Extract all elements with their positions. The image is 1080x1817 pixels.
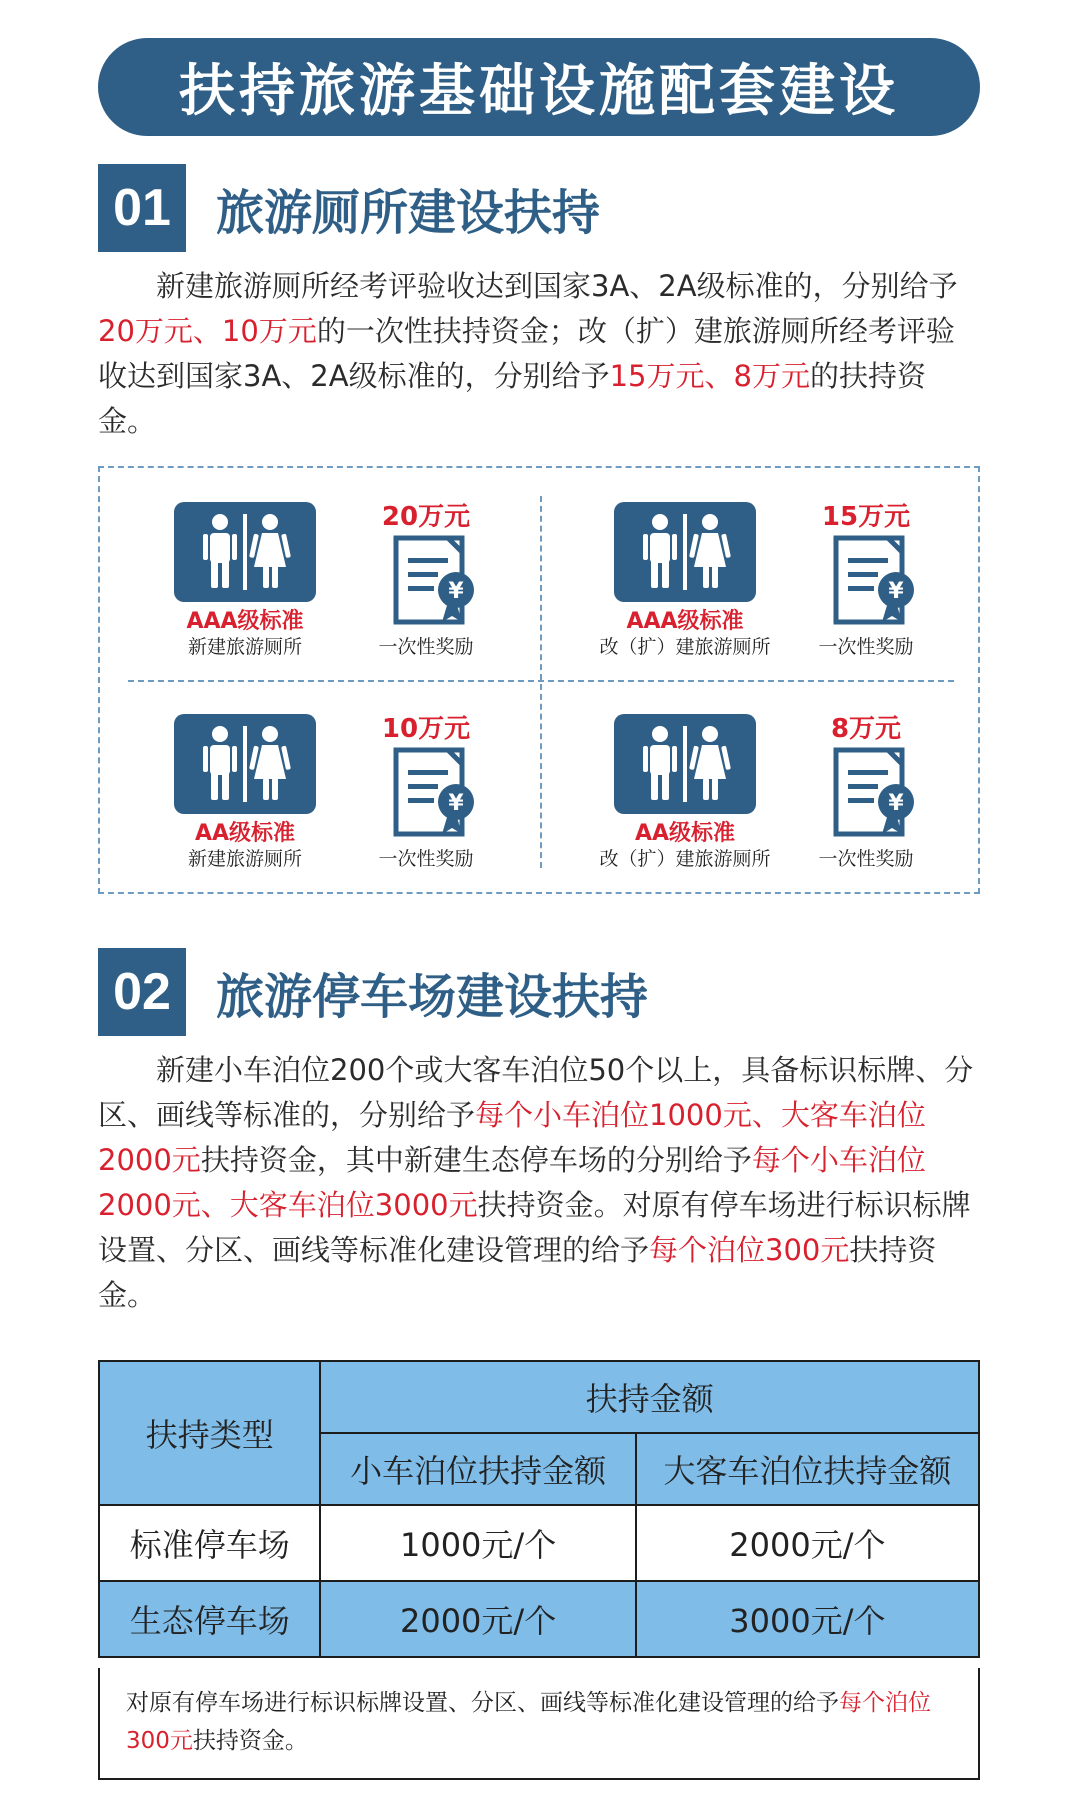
highlight-amount: 每个泊位300元 (649, 1233, 850, 1267)
card-reward: 一次性奖励 (378, 848, 474, 870)
table-note (98, 1668, 980, 1780)
table-header-small-car: 小车泊位扶持金额 (320, 1433, 635, 1505)
restroom-sign-icon (174, 714, 316, 814)
card-standard: AAA级标准 (186, 609, 304, 634)
row-small-amount: 1000元/个 (320, 1505, 635, 1581)
section1-number: 01 (98, 164, 186, 252)
card-standard: AAA级标准 (626, 609, 744, 634)
row-small-amount: 2000元/个 (320, 1581, 635, 1657)
table-header-type: 扶持类型 (99, 1361, 320, 1505)
section1-header (98, 164, 600, 252)
section2-number: 02 (98, 948, 186, 1036)
toilet-card (100, 468, 540, 680)
certificate-yuan-icon (390, 744, 486, 844)
paragraph-text: 的扶持资金。 (98, 359, 926, 438)
toilet-card (100, 680, 540, 892)
card-type: 改（扩）建旅游厕所 (599, 636, 771, 658)
highlight-amount: 20万元、10万元 (98, 314, 317, 348)
card-amount: 10万元 (381, 714, 471, 744)
table-row (99, 1505, 979, 1581)
page-banner (98, 38, 980, 136)
toilet-card (540, 680, 980, 892)
section2-header (98, 948, 648, 1036)
svg-text:¥: ¥ (448, 791, 464, 816)
svg-text:¥: ¥ (888, 791, 904, 816)
paragraph-text: 扶持资金。对原有停车场进行标识标牌设置、分区、画线等标准化建设管理的给予 (98, 1188, 971, 1267)
card-type: 改（扩）建旅游厕所 (599, 848, 771, 870)
restroom-sign-icon (614, 502, 756, 602)
section1-title: 旅游厕所建设扶持 (216, 184, 601, 241)
note-text: 对原有停车场进行标识标牌设置、分区、画线等标准化建设管理的给予 (126, 1690, 839, 1716)
page-title: 扶持旅游基础设施配套建设 (179, 59, 899, 124)
paragraph-text: 扶持资金，其中新建生态停车场的分别给予 (200, 1143, 752, 1177)
row-large-amount: 3000元/个 (636, 1581, 979, 1657)
card-type: 新建旅游厕所 (187, 848, 302, 870)
paragraph-text: 扶持资金。 (98, 1233, 937, 1312)
section2-paragraph (98, 1048, 980, 1318)
card-standard: AA级标准 (194, 821, 296, 846)
section2-title: 旅游停车场建设扶持 (216, 968, 649, 1025)
card-amount: 8万元 (830, 714, 902, 744)
row-large-amount: 2000元/个 (636, 1505, 979, 1581)
highlight-amount: 每个小车泊位2000元、大客车泊位3000元 (98, 1143, 926, 1222)
highlight-amount: 每个小车泊位1000元、大客车泊位2000元 (98, 1098, 926, 1177)
card-reward: 一次性奖励 (818, 636, 914, 658)
certificate-yuan-icon (390, 532, 486, 632)
card-amount: 20万元 (381, 502, 471, 532)
note-highlight: 每个泊位300元 (126, 1690, 931, 1754)
svg-text:¥: ¥ (448, 579, 464, 604)
paragraph-text: 新建旅游厕所经考评验收达到国家3A、2A级标准的，分别给予 (156, 269, 958, 303)
card-reward: 一次性奖励 (378, 636, 474, 658)
note-tail: 扶持资金。 (192, 1728, 308, 1754)
svg-text:¥: ¥ (888, 579, 904, 604)
card-reward: 一次性奖励 (818, 848, 914, 870)
table-header-amount: 扶持金额 (320, 1361, 979, 1433)
highlight-amount: 15万元、8万元 (609, 359, 810, 393)
certificate-yuan-icon (830, 532, 926, 632)
restroom-sign-icon (614, 714, 756, 814)
toilet-subsidy-grid (98, 466, 980, 894)
paragraph-text: 的一次性扶持资金；改（扩）建旅游厕所经考评验收达到国家3A、2A级标准的，分别给予 (98, 314, 955, 393)
certificate-yuan-icon (830, 744, 926, 844)
row-type: 生态停车场 (99, 1581, 320, 1657)
table-header-large-bus: 大客车泊位扶持金额 (636, 1433, 979, 1505)
card-type: 新建旅游厕所 (187, 636, 302, 658)
table-row (99, 1581, 979, 1657)
card-amount: 15万元 (821, 502, 911, 532)
row-type: 标准停车场 (99, 1505, 320, 1581)
toilet-card (540, 468, 980, 680)
restroom-sign-icon (174, 502, 316, 602)
card-standard: AA级标准 (634, 821, 736, 846)
paragraph-text: 新建小车泊位200个或大客车泊位50个以上，具备标识标牌、分区、画线等标准的，分别给予 (98, 1053, 974, 1132)
section1-paragraph (98, 264, 980, 444)
parking-subsidy-table (98, 1360, 980, 1658)
